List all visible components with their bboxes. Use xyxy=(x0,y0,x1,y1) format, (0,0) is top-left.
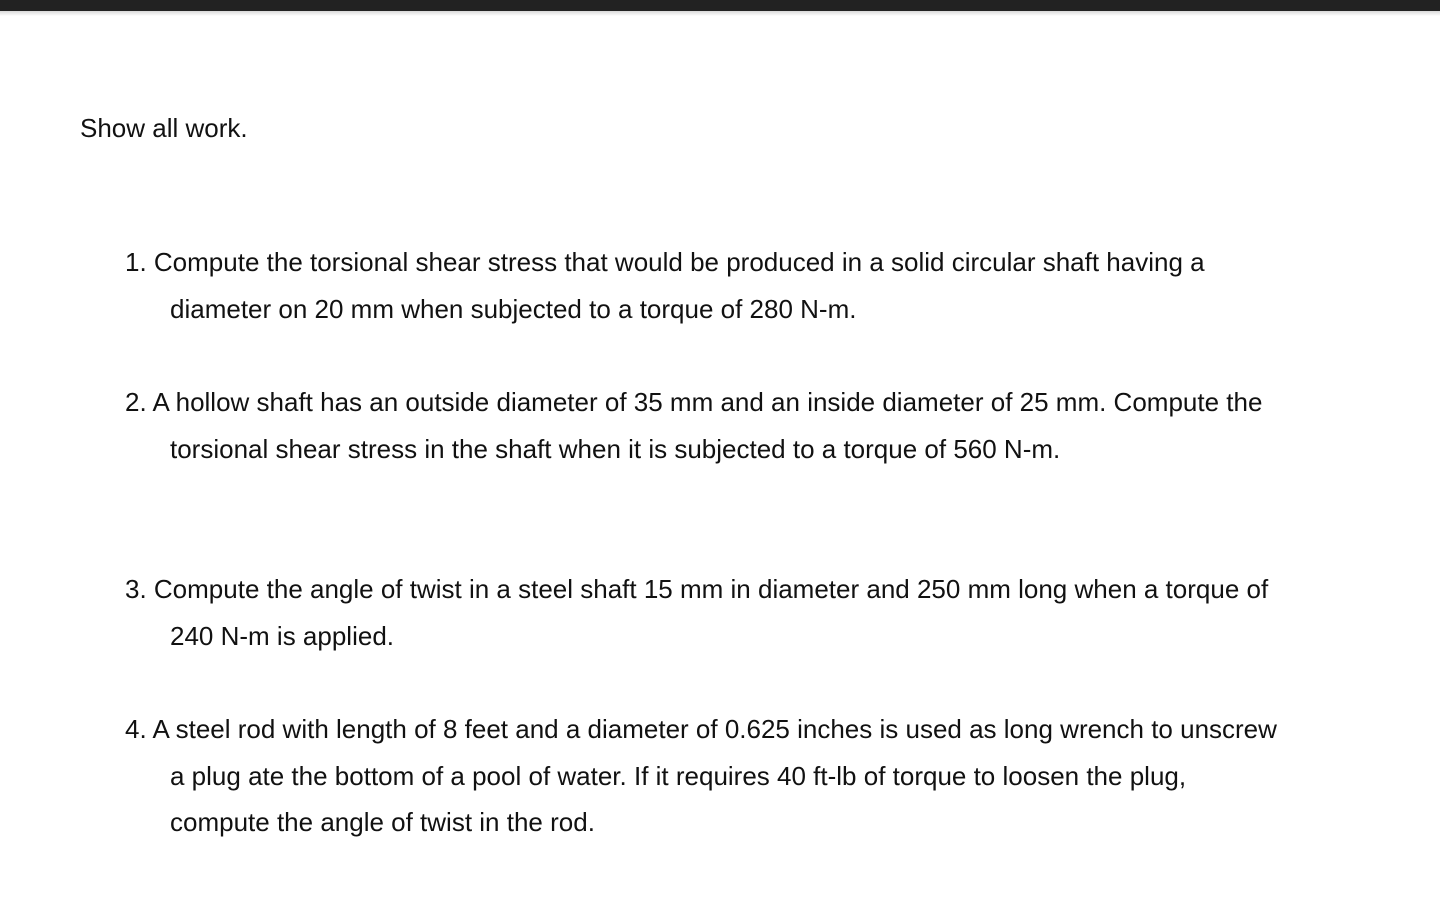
problem-3 xyxy=(125,566,1375,659)
problem-2 xyxy=(125,379,1375,472)
window-top-bar xyxy=(0,0,1440,11)
problem-1 xyxy=(125,239,1375,332)
instructions-text: Show all work. xyxy=(80,113,248,143)
problem-3-line-1: 3. Compute the angle of twist in a steel shaft 15 mm in diameter and 250 mm long when a torque of xyxy=(125,574,1269,604)
problem-1-line-1: 1. Compute the torsional shear stress that would be produced in a solid circular shaft having a xyxy=(125,247,1205,277)
problem-3-line-2: 240 N-m is applied. xyxy=(170,620,394,651)
problem-4 xyxy=(125,706,1375,846)
problem-2-line-1: 2. A hollow shaft has an outside diameter of 35 mm and an inside diameter of 25 mm. Compute the xyxy=(125,387,1263,417)
problem-4-line-2: a plug ate the bottom of a pool of water. If it requires 40 ft-lb of torque to loosen the plug, xyxy=(170,760,1187,791)
problem-4-line-1: 4. A steel rod with length of 8 feet and a diameter of 0.625 inches is used as long wrench to unscrew xyxy=(125,714,1277,744)
problem-1-line-2: diameter on 20 mm when subjected to a torque of 280 N-m. xyxy=(170,293,857,324)
problem-4-line-3: compute the angle of twist in the rod. xyxy=(170,807,595,837)
top-bar-shadow xyxy=(0,11,1440,16)
problem-2-line-2: torsional shear stress in the shaft when it is subjected to a torque of 560 N-m. xyxy=(170,433,1061,464)
